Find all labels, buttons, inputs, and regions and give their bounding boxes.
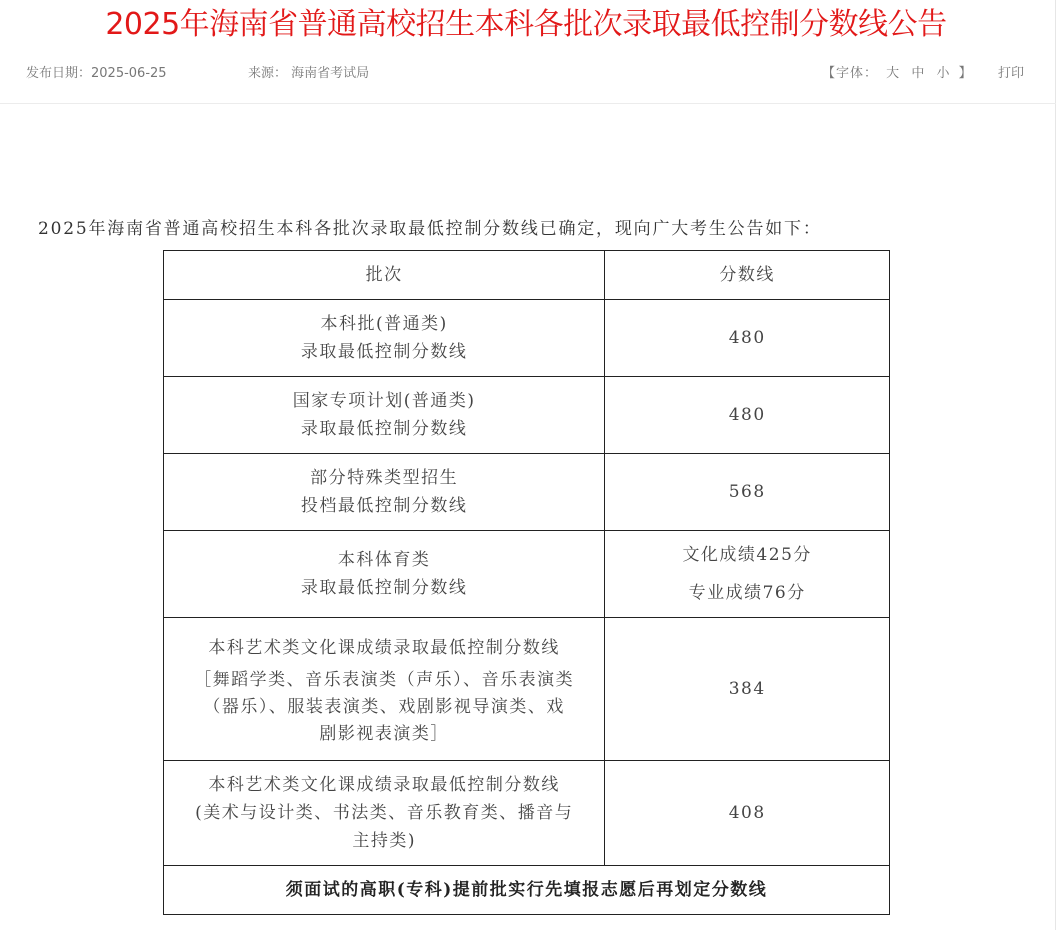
batch-line: 本科批(普通类) bbox=[320, 314, 448, 334]
table-header-row bbox=[164, 251, 890, 300]
score-cell bbox=[605, 761, 890, 866]
score-value: 568 bbox=[728, 482, 766, 502]
batch-cell bbox=[164, 300, 605, 377]
score-value: 文化成绩425分 bbox=[682, 545, 812, 565]
score-cell bbox=[605, 377, 890, 454]
header-score: 分数线 bbox=[605, 251, 890, 300]
score-cell bbox=[605, 531, 890, 618]
font-size-large-button[interactable]: 大 bbox=[886, 66, 901, 81]
batch-cell bbox=[164, 531, 605, 618]
table-row bbox=[164, 454, 890, 531]
score-cell bbox=[605, 454, 890, 531]
intro-paragraph: 2025年海南省普通高校招生本科各批次录取最低控制分数线已确定，现向广大考生公告如下： bbox=[38, 219, 822, 239]
score-value: 384 bbox=[728, 679, 766, 699]
header-batch: 批次 bbox=[164, 251, 605, 300]
article-source: 来源： 海南省考试局 bbox=[248, 66, 370, 81]
batch-line: 本科艺术类文化课成绩录取最低控制分数线 bbox=[208, 638, 560, 658]
footer-note: 须面试的高职(专科)提前批实行先填报志愿后再划定分数线 bbox=[164, 866, 890, 915]
batch-line: 录取最低控制分数线 bbox=[300, 578, 468, 598]
font-size-label: 【字体： bbox=[822, 66, 879, 81]
font-size-medium-button[interactable]: 中 bbox=[911, 66, 926, 81]
article-title: 2025年海南省普通高校招生本科各批次录取最低控制分数线公告 bbox=[105, 7, 947, 42]
score-value: 480 bbox=[728, 328, 766, 348]
batch-line: （器乐）、服装表演类、戏剧影视导演类、戏 bbox=[203, 697, 565, 717]
table-row bbox=[164, 618, 890, 761]
table-row bbox=[164, 531, 890, 618]
score-cell bbox=[605, 300, 890, 377]
batch-line: 本科艺术类文化课成绩录取最低控制分数线 bbox=[208, 775, 560, 795]
font-size-control bbox=[822, 63, 973, 85]
batch-line: 投档最低控制分数线 bbox=[300, 496, 468, 516]
batch-line: 本科体育类 bbox=[337, 550, 431, 570]
print-button[interactable]: 打印 bbox=[998, 66, 1025, 81]
batch-line: 剧影视表演类］ bbox=[319, 724, 449, 744]
score-cell bbox=[605, 618, 890, 761]
batch-line: 录取最低控制分数线 bbox=[300, 342, 468, 362]
table-row bbox=[164, 377, 890, 454]
table-row bbox=[164, 761, 890, 866]
score-value: 480 bbox=[728, 405, 766, 425]
score-value: 408 bbox=[728, 803, 766, 823]
batch-cell bbox=[164, 377, 605, 454]
score-table bbox=[163, 250, 890, 915]
font-size-small-button[interactable]: 小 bbox=[936, 66, 951, 81]
batch-cell bbox=[164, 618, 605, 761]
batch-line: 国家专项计划(普通类) bbox=[292, 391, 476, 411]
batch-line: (美术与设计类、书法类、音乐教育类、播音与 bbox=[195, 803, 574, 823]
batch-line: 主持类) bbox=[352, 831, 416, 851]
table-footer-row bbox=[164, 866, 890, 915]
header-divider bbox=[0, 103, 1056, 104]
font-size-label-end: 】 bbox=[958, 66, 973, 81]
article-meta bbox=[0, 63, 1056, 85]
table-row bbox=[164, 300, 890, 377]
batch-line: ［舞蹈学类、音乐表演类（声乐）、音乐表演类 bbox=[194, 670, 575, 690]
batch-line: 部分特殊类型招生 bbox=[310, 468, 459, 488]
batch-cell bbox=[164, 761, 605, 866]
publish-date: 发布日期：2025-06-25 bbox=[26, 66, 167, 81]
score-value: 专业成绩76分 bbox=[688, 583, 806, 603]
batch-cell bbox=[164, 454, 605, 531]
batch-line: 录取最低控制分数线 bbox=[300, 419, 468, 439]
